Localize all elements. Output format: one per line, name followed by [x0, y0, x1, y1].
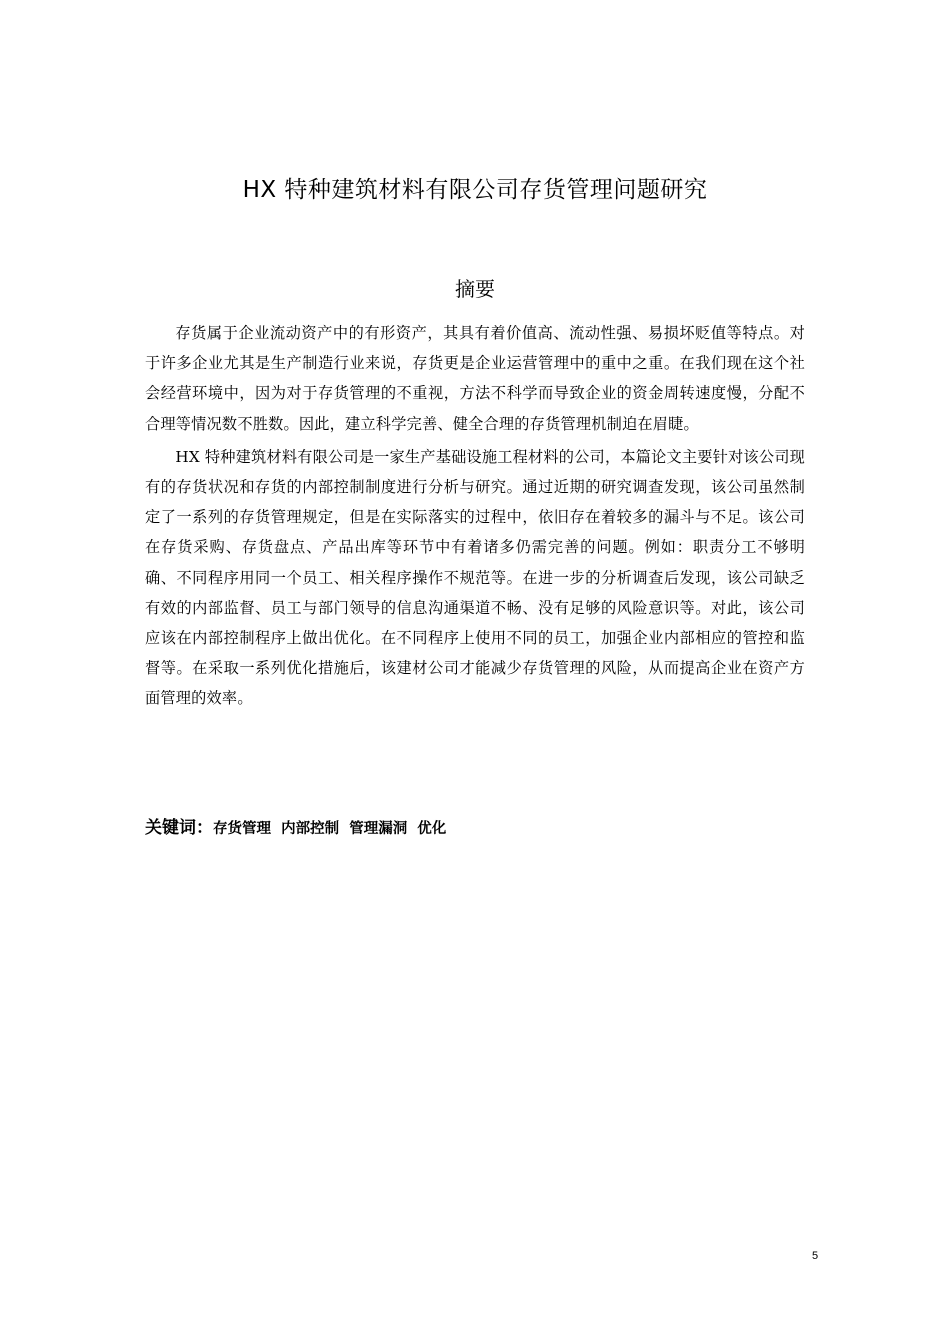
paper-title: HX 特种建筑材料有限公司存货管理问题研究	[242, 177, 708, 203]
abstract-heading: 摘要	[455, 277, 495, 301]
keywords-list: 存货管理 内部控制 管理漏洞 优化	[213, 821, 447, 837]
keywords-label: 关键词：	[145, 818, 213, 838]
keywords-line	[145, 813, 805, 844]
abstract-body	[145, 318, 805, 714]
abstract-paragraph-2: HX 特种建筑材料有限公司是一家生产基础设施工程材料的公司，本篇论文主要针对该公司现有的存货状况和存货的内部控制制度进行分析与研究。通过近期的研究调查发现，该公司虽然制定了一系列的存货管理规定，但是在实际落实的过程中，依旧存在着较多的漏斗与不足。该公司在存货采购、存货盘点、产品出库等环节中有着诸多仍需完善的问题。例如：职责分工不够明确、不同程序用同一个员工、相关程序操作不规范等。在进一步的分析调查后发现，该公司缺乏有效的内部监督、员工与部门领导的信息沟通渠道不畅、没有足够的风险意识等。对此，该公司应该在内部控制程序上做出优化。在不同程序上使用不同的员工，加强企业内部相应的管控和监督等。在采取一系列优化措施后，该建材公司才能减少存货管理的风险，从而提高企业在资产方面管理的效率。	[145, 447, 805, 708]
abstract-paragraph-1: 存货属于企业流动资产中的有形资产，其具有着价值高、流动性强、易损坏贬值等特点。对于许多企业尤其是生产制造行业来说，存货更是企业运营管理中的重中之重。在我们现在这个社会经营环境中，因为对于存货管理的不重视，方法不科学而导致企业的资金周转速度慢，分配不合理等情况数不胜数。因此，建立科学完善、健全合理的存货管理机制迫在眉睫。	[145, 324, 805, 433]
page-number: 5	[811, 1250, 819, 1262]
